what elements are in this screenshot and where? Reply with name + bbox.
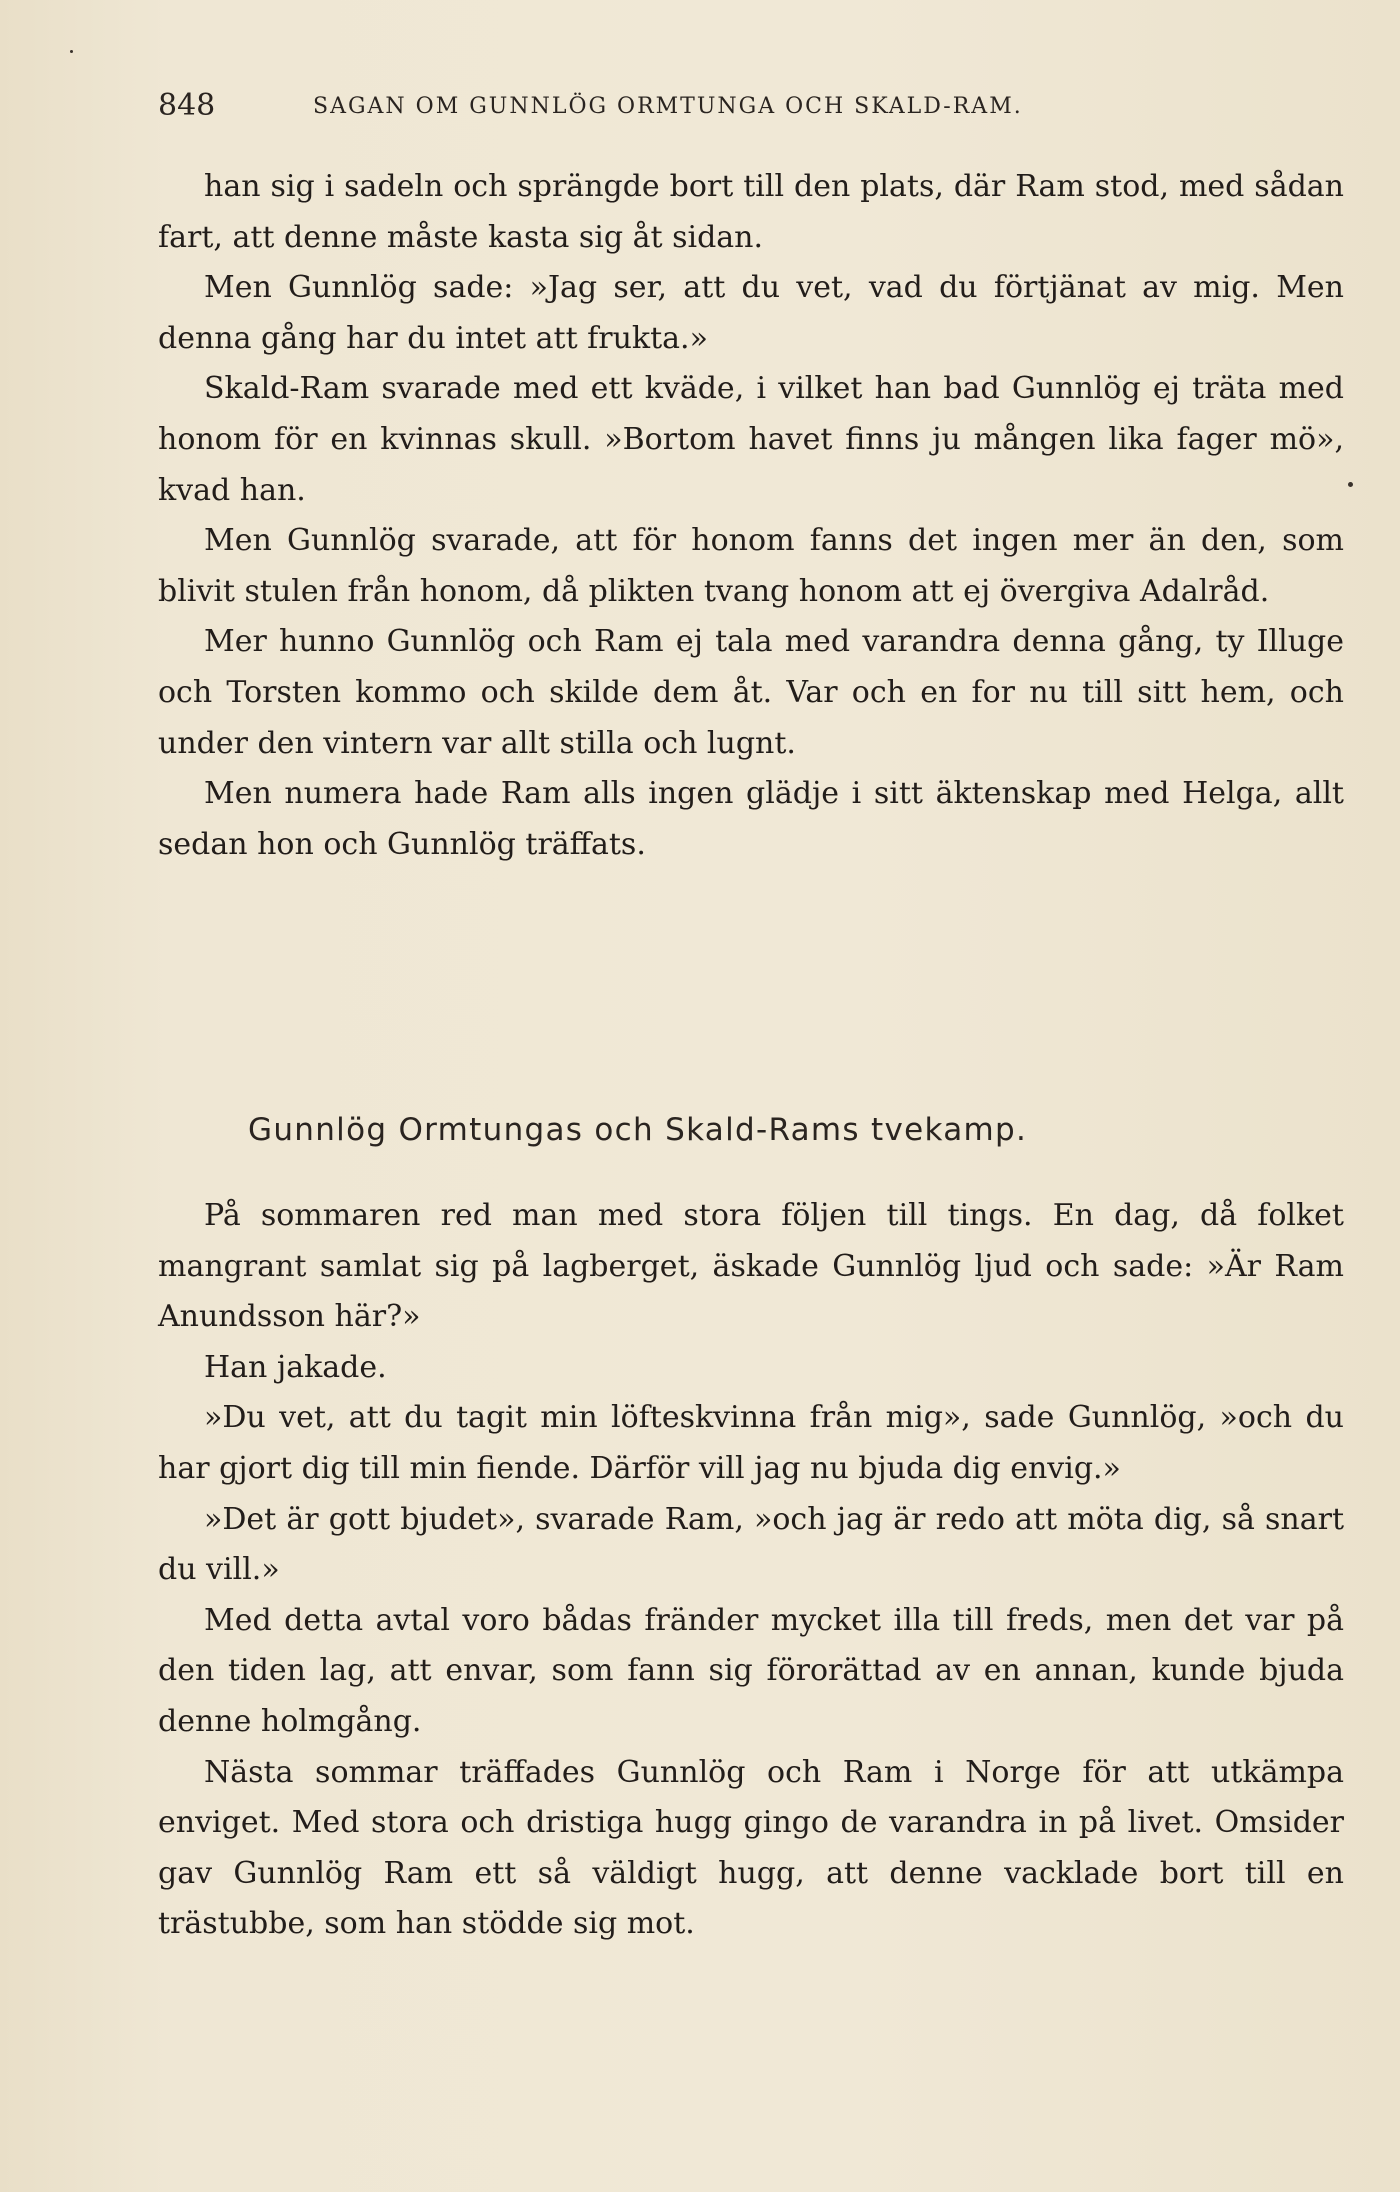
paragraph: Men Gunnlög svarade, att för honom fanns det ingen mer än den, som blivit stulen från honom, då plikten tvang honom att ej övergiva Adalråd. [158, 523, 1344, 609]
paper-speck [70, 50, 73, 53]
paragraph: »Det är gott bjudet», svarade Ram, »och jag är redo att möta dig, så snart du vill.» [158, 1501, 1344, 1588]
paragraph: Mer hunno Gunnlög och Ram ej tala med varandra denna gång, ty Illuge och Torsten kommo och skilde dem åt. Var och en for nu till sitt hem, och under den vintern var allt stilla och lugnt. [158, 624, 1344, 761]
running-title: SAGAN OM GUNNLÖG ORMTUNGA OCH SKALD-RAM. [313, 94, 1023, 119]
paragraph: Men numera hade Ram alls ingen glädje i sitt äktenskap med Helga, allt sedan hon och Gunnlög träffats. [158, 776, 1344, 862]
section-heading: Gunnlög Ormtungas och Skald-Rams tvekamp. [248, 1112, 1028, 1148]
paragraph: Nästa sommar träffades Gunnlög och Ram i Norge för att utkämpa enviget. Med stora och dristiga hugg gingo de varandra in på livet. Omsider gav Gunnlög Ram ett så väldigt hugg, att denne vacklade bort till en trästubbe, som han stödde sig mot. [158, 1754, 1344, 1942]
paragraph: Men Gunnlög sade: »Jag ser, att du vet, vad du förtjänat av mig. Men denna gång har du intet att frukta.» [158, 270, 1344, 356]
paragraph: På sommaren red man med stora följen till tings. En dag, då folket mangrant samlat sig på lagberget, äskade Gunnlög ljud och sade: »Är Ram Anundsson här?» [158, 1198, 1344, 1335]
paper-speck [1348, 482, 1353, 487]
paragraph: »Du vet, att du tagit min löfteskvinna från mig», sade Gunnlög, »och du har gjort dig till min fiende. Därför vill jag nu bjuda dig envig.» [158, 1400, 1344, 1486]
running-head [158, 86, 1258, 126]
paragraph: Med detta avtal voro bådas fränder mycket illa till freds, men det var på den tiden lag, att envar, som fann sig förorättad av en annan, kunde bjuda denne holmgång. [158, 1602, 1344, 1739]
paragraph: han sig i sadeln och sprängde bort till den plats, där Ram stod, med sådan fart, att denne måste kasta sig åt sidan. [158, 169, 1344, 255]
text-block-after-heading [158, 1191, 1344, 1950]
text-block-before-heading [158, 162, 1344, 870]
paragraph: Han jakade. [204, 1349, 387, 1385]
page-number: 848 [158, 88, 216, 123]
paragraph: Skald-Ram svarade med ett kväde, i vilket han bad Gunnlög ej träta med honom för en kvinnas skull. »Bortom havet finns ju mången lika fager mö», kvad han. [158, 371, 1344, 508]
